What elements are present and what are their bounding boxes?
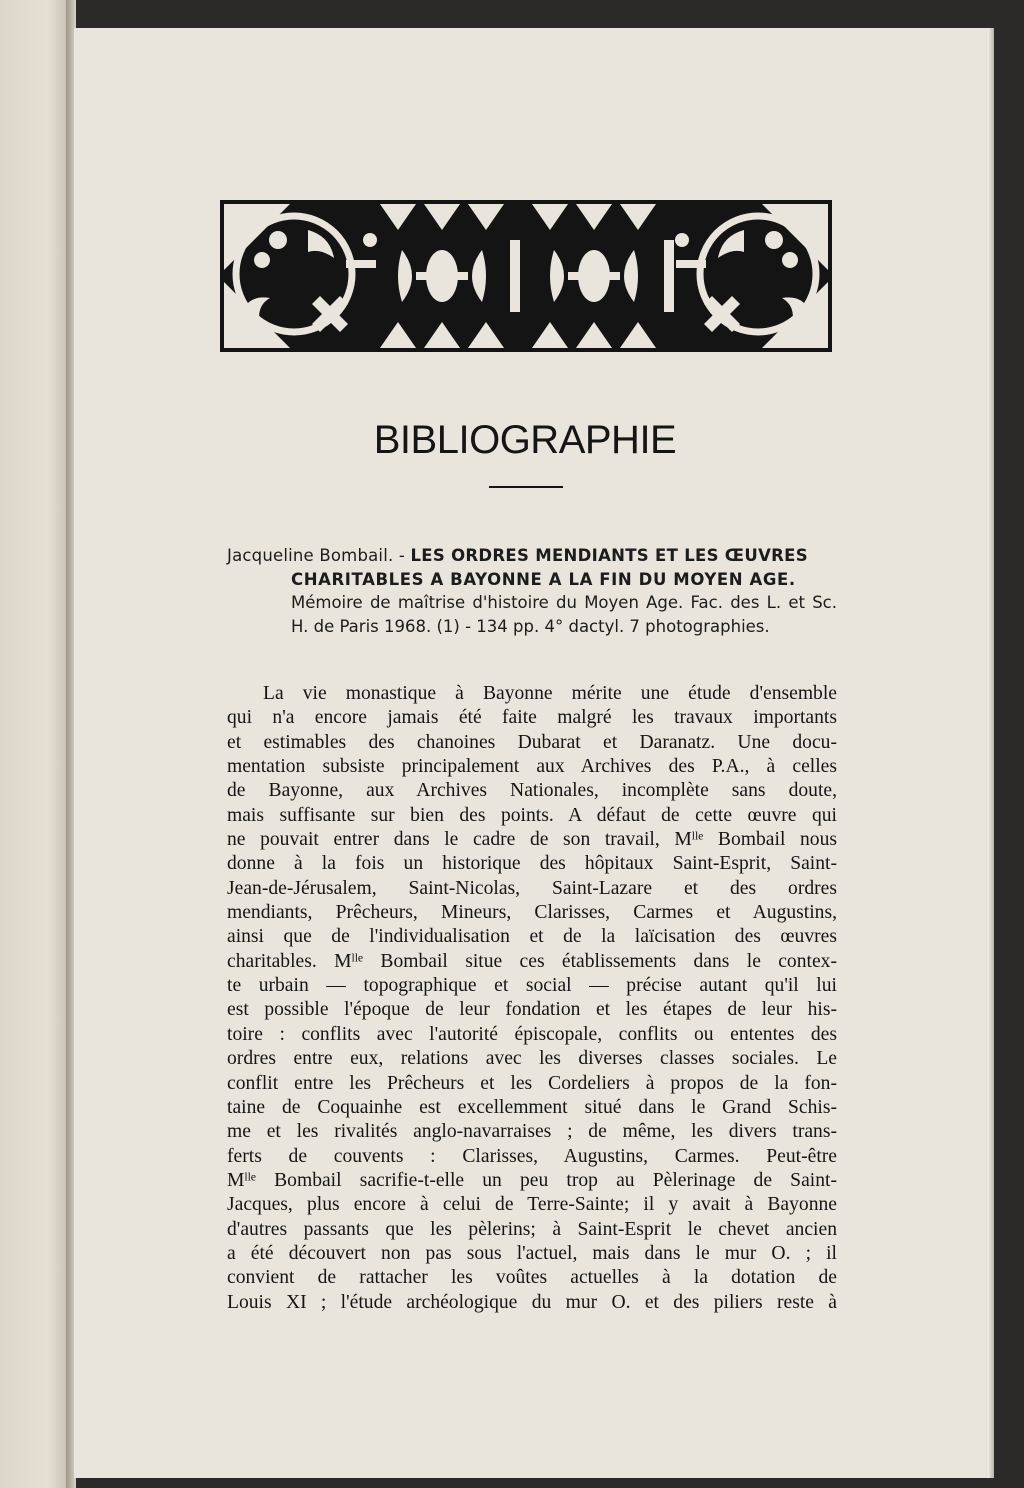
body-line: mentation subsiste principalement aux Archives des P.A., à celles — [227, 756, 837, 778]
body-line: de Bayonne, aux Archives Nationales, incomplète sans doute, — [227, 780, 837, 802]
body-line: et estimables des chanoines Dubarat et Daranatz. Une docu- — [227, 731, 837, 753]
body-line: conflit entre les Prêcheurs et les Cordeliers à propos de la fon- — [227, 1072, 837, 1094]
body-line: me et les rivalités anglo-navarraises ; de même, les divers trans- — [227, 1121, 837, 1143]
body-line: La vie monastique à Bayonne mérite une étude d'ensemble — [263, 683, 837, 704]
body-line: ainsi que de l'individualisation et de la laïcisation des œuvres — [227, 926, 837, 948]
body-line: Louis XI ; l'étude archéologique du mur O. et des piliers reste à — [227, 1291, 837, 1313]
body-line: ordres entre eux, relations avec les diverses classes sociales. Le — [227, 1048, 837, 1070]
body-line: charitables. Mˡˡᵉ Bombail situe ces établissements dans le contex- — [227, 950, 837, 972]
citation-author: Jacqueline Bombail. - — [227, 546, 411, 565]
body-line: a été découvert non pas sous l'actuel, mais dans le mur O. ; il — [227, 1242, 837, 1264]
body-line: ne pouvait entrer dans le cadre de son travail, Mˡˡᵉ Bombail nous — [227, 829, 837, 851]
body-line: mais suffisante sur bien des points. A défaut de cette œuvre qui — [227, 804, 837, 826]
citation-title-line1: LES ORDRES MENDIANTS ET LES ŒUVRES — [410, 546, 808, 565]
decorative-frieze-ornament — [220, 200, 832, 352]
body-line: Mˡˡᵉ Bombail sacrifie-t-elle un peu trop au Pèlerinage de Saint- — [227, 1169, 837, 1191]
body-line: d'autres passants que les pèlerins; à Saint-Esprit le chevet ancien — [227, 1218, 837, 1240]
body-line: donne à la fois un historique des hôpitaux Saint-Esprit, Saint- — [227, 853, 837, 875]
citation-description: Mémoire de maîtrise d'histoire du Moyen Age. Fac. des L. et Sc. H. de Paris 1968. (1) - 134 pp. 4° dactyl. 7 photographies. — [291, 593, 837, 636]
body-line: convient de rattacher les voûtes actuelles à la dotation de — [227, 1267, 837, 1289]
body-line: est possible l'époque de leur fondation et les étapes de leur his- — [227, 999, 837, 1021]
review-body-text — [227, 682, 837, 1315]
body-line: toire : conflits avec l'autorité épiscopale, conflits ou ententes des — [227, 1023, 837, 1045]
body-line: Jacques, plus encore à celui de Terre-Sainte; il y avait à Bayonne — [227, 1194, 837, 1216]
bibliographic-citation — [227, 544, 837, 638]
body-line: mendiants, Prêcheurs, Mineurs, Clarisses, Carmes et Augustins, — [227, 902, 837, 924]
facing-page-edge — [0, 0, 68, 1488]
body-line: qui n'a encore jamais été faite malgré les travaux importants — [227, 707, 837, 729]
body-line: te urbain — topographique et social — précise autant qu'il lui — [227, 975, 837, 997]
citation-title-line2: CHARITABLES A BAYONNE A LA FIN DU MOYEN AGE. — [291, 569, 796, 589]
body-line: taine de Coquainhe est excellemment situé dans le Grand Schis- — [227, 1096, 837, 1118]
title-underline-rule — [489, 486, 563, 488]
body-line: Jean-de-Jérusalem, Saint-Nicolas, Saint-Lazare et des ordres — [227, 877, 837, 899]
section-title: BIBLIOGRAPHIE — [373, 418, 677, 462]
body-line: ferts de couvents : Clarisses, Augustins, Carmes. Peut-être — [227, 1145, 837, 1167]
